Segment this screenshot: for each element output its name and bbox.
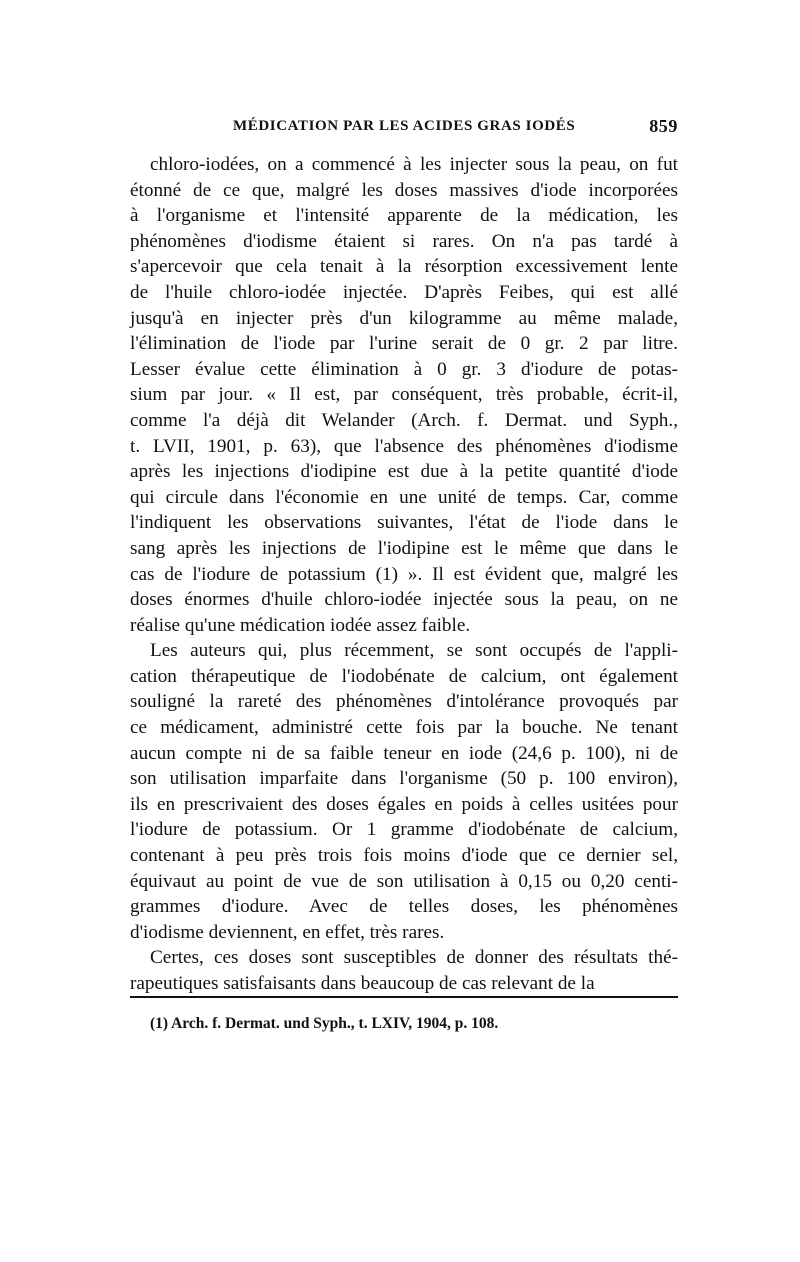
text-line: cation thérapeutique de l'iodobénate de calcium, ont également [130,665,678,687]
text-line: jusqu'à en injecter près d'un kilogramme au même malade, [130,307,678,329]
text-line: l'indiquent les observations suivantes, l'état de l'iode dans le [130,512,678,534]
text-line: étonné de ce que, malgré les doses massives d'iode incorporées [130,179,678,201]
text-line: sium par jour. « Il est, par conséquent, très probable, écrit-il, [130,384,678,406]
text-line: aucun compte ni de sa faible teneur en iode (24,6 p. 100), ni de [130,742,678,764]
paragraph [130,945,678,996]
running-title: MÉDICATION PAR LES ACIDES GRAS IODÉS [233,118,576,134]
text-line: Les auteurs qui, plus récemment, se sont occupés de l'appli- [150,640,678,662]
text-line: doses énormes d'huile chloro-iodée injectée sous la peau, on ne [130,589,678,611]
text-line: sang après les injections de l'iodipine est le même que dans le [130,537,678,559]
footnote-rule [130,996,678,998]
text-line: de l'huile chloro-iodée injectée. D'après Feibes, qui est allé [130,281,678,303]
text-line: l'élimination de l'iode par l'urine serait de 0 gr. 2 par litre. [130,333,678,355]
text-line: après les injections d'iodipine est due à la petite quantité d'iode [130,461,678,483]
text-line: qui circule dans l'économie en une unité de temps. Car, comme [130,486,678,508]
paragraph [130,152,678,638]
text-line: souligné la rareté des phénomènes d'intolérance provoqués par [130,691,678,713]
text-line: à l'organisme et l'intensité apparente de la médication, les [130,205,678,227]
text-line: son utilisation imparfaite dans l'organisme (50 p. 100 environ), [130,768,678,790]
paragraph [130,638,678,945]
text-line: ce médicament, administré cette fois par la bouche. Ne tenant [130,717,678,739]
text-line: réalise qu'une médication iodée assez faible. [130,614,471,636]
page-number: 859 [649,116,678,136]
text-line: Lesser évalue cette élimination à 0 gr. 3 d'iodure de potas- [130,358,678,380]
text-line: équivaut au point de vue de son utilisation à 0,15 ou 0,20 centi- [130,870,678,892]
text-line: comme l'a déjà dit Welander (Arch. f. Dermat. und Syph., [130,409,678,431]
text-line: cas de l'iodure de potassium (1) ». Il est évident que, malgré les [130,563,678,585]
footnote: (1) Arch. f. Dermat. und Syph., t. LXIV, 1904, p. 108. [150,1015,499,1032]
text-line: d'iodisme deviennent, en effet, très rares. [130,921,445,943]
text-line: l'iodure de potassium. Or 1 gramme d'iodobénate de calcium, [130,819,678,841]
text-line: grammes d'iodure. Avec de telles doses, les phénomènes [130,896,678,918]
body-text [130,152,678,997]
text-line: Certes, ces doses sont susceptibles de donner des résultats thé- [150,947,678,969]
text-line: rapeutiques satisfaisants dans beaucoup de cas relevant de la [130,973,595,994]
text-line: t. LVII, 1901, p. 63), que l'absence des phénomènes d'iodisme [130,435,678,457]
text-line: s'apercevoir que cela tenait à la résorption excessivement lente [130,256,678,278]
text-line: contenant à peu près trois fois moins d'iode que ce dernier sel, [130,845,678,867]
book-page [130,0,678,1262]
text-line: phénomènes d'iodisme étaient si rares. On n'a pas tardé à [130,230,678,252]
text-line: chloro-iodées, on a commencé à les injecter sous la peau, on fut [150,154,678,175]
text-line: ils en prescrivaient des doses égales en poids à celles usitées pour [130,793,678,815]
